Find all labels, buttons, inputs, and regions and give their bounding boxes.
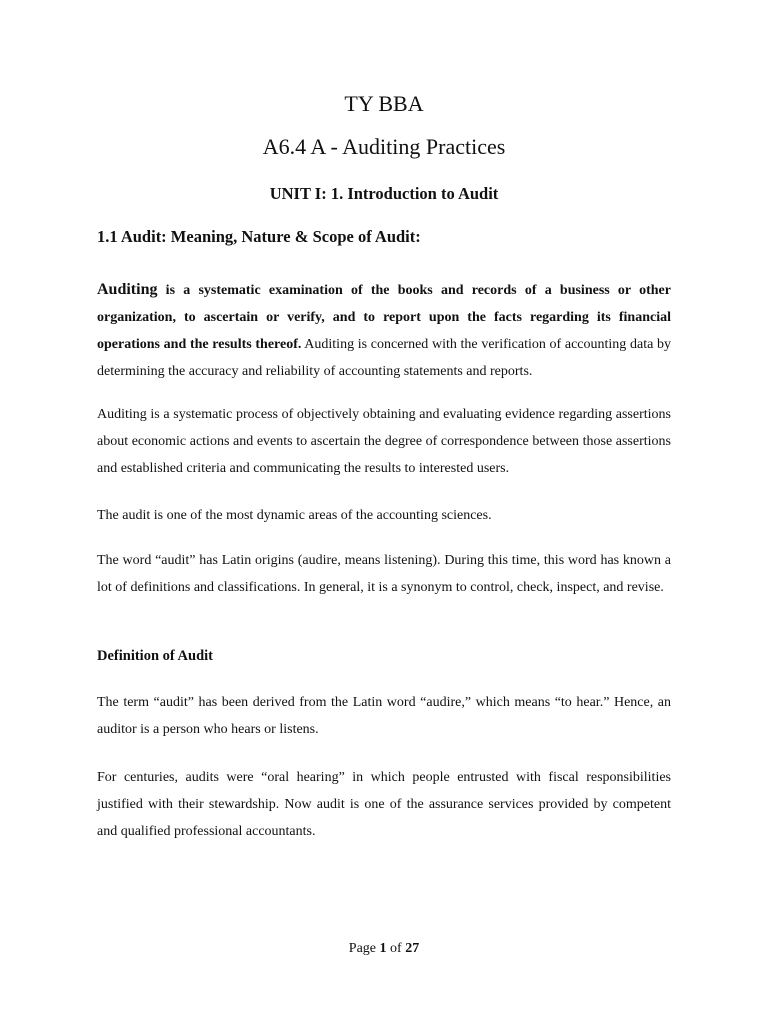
- footer-page-word: Page: [348, 941, 377, 956]
- paragraph-auditing-process: Auditing is a systematic process of objectively obtaining and evaluating evidence regarding assertions about economic actions and events to ascertain the degree of correspondence between those assertions and established criteria and communicating the results to interested users.: [97, 407, 671, 476]
- section-heading: 1.1 Audit: Meaning, Nature & Scope of Audit:: [97, 227, 421, 246]
- paragraph-term-audit: The term “audit” has been derived from the Latin word “audire,” which means “to hear.” Hence, an auditor is a person who hears or listens.: [97, 695, 671, 737]
- subject-title: A6.4 A - Auditing Practices: [262, 134, 506, 159]
- paragraph-bold-text: is a systematic examination of the books and records of a business or other organization, to ascertain or verify, and to report upon the facts regarding its financial operations and the results thereof.: [97, 283, 671, 352]
- paragraph-dynamic-areas: The audit is one of the most dynamic areas of the accounting sciences.: [97, 508, 492, 523]
- footer-page-current: 1: [379, 941, 387, 956]
- course-title: TY BBA: [344, 91, 424, 116]
- paragraph-latin-origins: The word “audit” has Latin origins (audire, means listening). During this time, this word has known a lot of definitions and classifications. In general, it is a synonym to control, check, inspect, and revise.: [97, 553, 671, 595]
- page-footer: [0, 941, 768, 957]
- unit-title: UNIT I: 1. Introduction to Audit: [269, 184, 499, 203]
- footer-page-total: 27: [405, 941, 420, 956]
- footer-of-word: of: [390, 941, 402, 956]
- paragraph-lead-term: Auditing: [97, 281, 158, 298]
- paragraph-normal-text: Auditing is concerned with the verification of accounting data by determining the accuracy and reliability of accounting statements and reports.: [97, 337, 671, 379]
- paragraph-auditing-definition: [97, 276, 671, 385]
- paragraph-oral-hearing: For centuries, audits were “oral hearing” in which people entrusted with fiscal responsibilities justified with their stewardship. Now audit is one of the assurance services provided by competent and qualified professional accountants.: [97, 770, 671, 839]
- definition-heading: Definition of Audit: [97, 648, 214, 664]
